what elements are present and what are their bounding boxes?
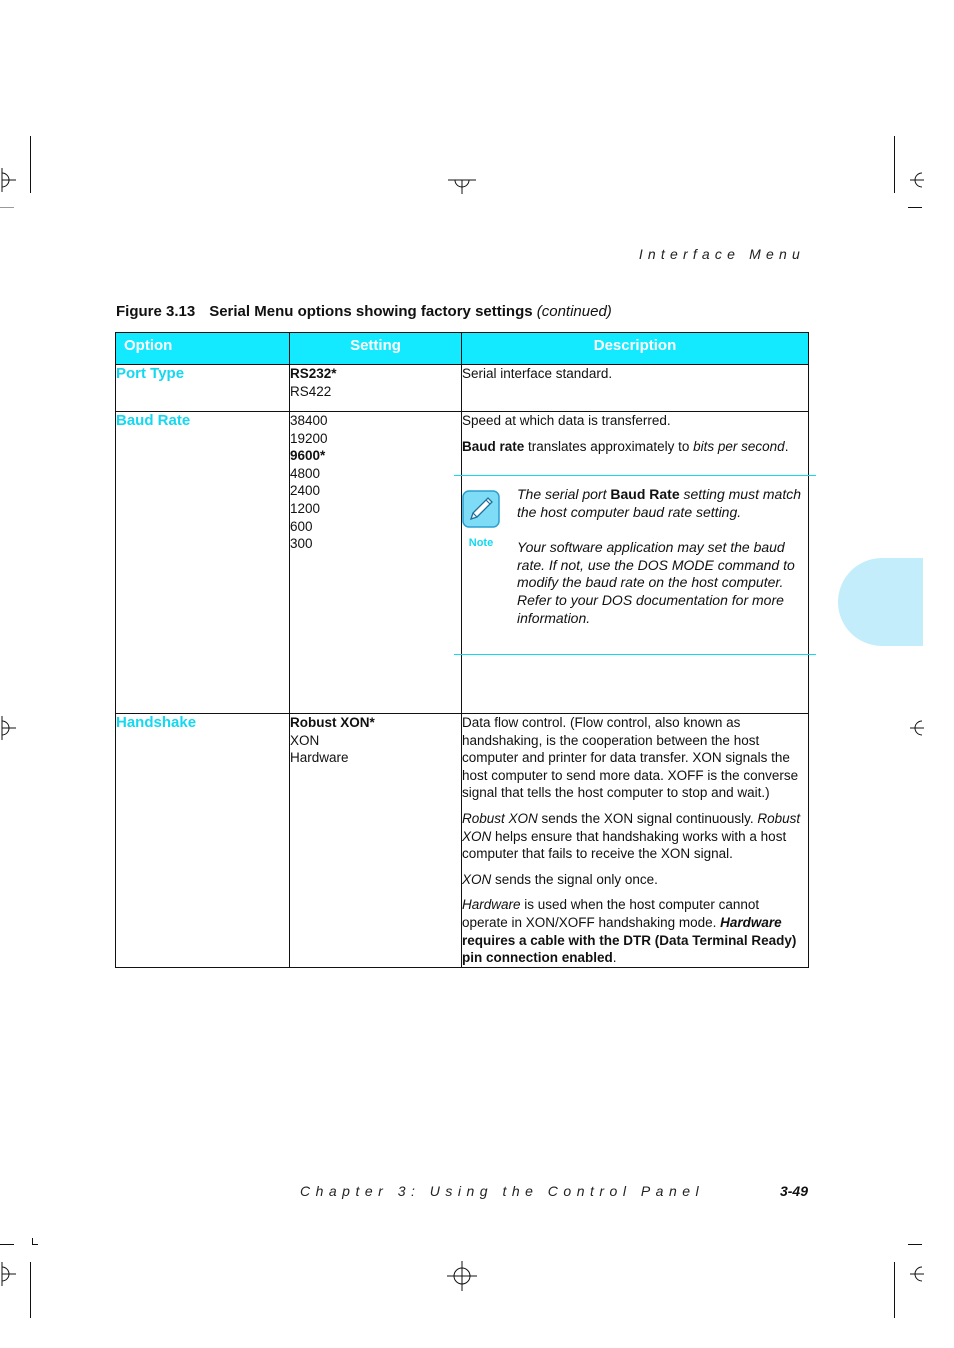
header-option: Option bbox=[116, 333, 290, 365]
setting-value: 19200 bbox=[290, 430, 328, 446]
header-description: Description bbox=[462, 333, 809, 365]
running-footer: Chapter 3: Using the Control Panel bbox=[300, 1183, 705, 1199]
settings-port-type bbox=[290, 365, 462, 412]
description-text: Data flow control. (Flow control, also known as handshaking, is the cooperation between the host computer and printer for data transfer. XON signals the host computer to send more data. XOFF is the converse signal that tells the host computer to stop and wait.) bbox=[462, 715, 799, 801]
registration-mark bbox=[0, 168, 20, 192]
crop-mark bbox=[908, 207, 922, 208]
page-number: 3-49 bbox=[779, 1183, 808, 1199]
description-text: Speed at which data is transferred. bbox=[462, 413, 671, 428]
description-text: Hardware is used when the host computer cannot operate in XON/XOFF handshaking mode. Hardware requires a cable with the DTR (Data Terminal Ready) pin connection enabled. bbox=[462, 897, 797, 966]
setting-value: 2400 bbox=[290, 483, 321, 499]
setting-value: RS232* bbox=[290, 366, 337, 381]
setting-value: Robust XON* bbox=[290, 715, 375, 730]
registration-mark bbox=[906, 716, 926, 740]
pencil-icon bbox=[462, 490, 500, 528]
option-baud-rate: Baud Rate bbox=[116, 412, 290, 714]
figure-caption bbox=[116, 303, 612, 320]
description-text: Robust XON sends the XON signal continuously. Robust XON helps ensure that handshaking works with a host computer that fails to receive the XON signal. bbox=[462, 810, 801, 862]
setting-value: 38400 bbox=[290, 413, 328, 428]
registration-mark bbox=[447, 1261, 477, 1291]
note-callout bbox=[454, 475, 816, 655]
table-row-baud-rate bbox=[116, 412, 809, 714]
registration-mark bbox=[906, 168, 926, 192]
description-text: Serial interface standard. bbox=[462, 366, 613, 381]
crop-mark bbox=[894, 1262, 895, 1318]
note-badge bbox=[462, 490, 500, 552]
setting-value: 4800 bbox=[290, 465, 321, 481]
crop-mark bbox=[0, 1244, 14, 1245]
setting-value: Hardware bbox=[290, 750, 349, 766]
setting-value: 1200 bbox=[290, 500, 321, 516]
crop-mark bbox=[30, 1262, 31, 1318]
table-header-row bbox=[116, 333, 809, 365]
description-baud-rate bbox=[462, 412, 809, 714]
setting-value: RS422 bbox=[290, 383, 332, 399]
note-paragraph: The serial port Baud Rate setting must match the host computer baud rate setting. bbox=[517, 486, 801, 520]
table-row-port-type bbox=[116, 365, 809, 412]
table-row-handshake bbox=[116, 714, 809, 968]
crop-mark bbox=[32, 1244, 38, 1245]
figure-title: Serial Menu options showing factory settings bbox=[209, 303, 533, 320]
figure-continued: (continued) bbox=[536, 303, 612, 320]
crop-mark bbox=[908, 1244, 922, 1245]
registration-mark bbox=[906, 1262, 926, 1286]
setting-value: 300 bbox=[290, 536, 313, 552]
crop-mark bbox=[894, 136, 895, 193]
setting-value: 600 bbox=[290, 518, 313, 534]
crop-mark bbox=[30, 136, 31, 193]
description-port-type bbox=[462, 365, 809, 412]
crop-mark bbox=[0, 207, 14, 208]
header-setting: Setting bbox=[290, 333, 462, 365]
registration-mark bbox=[448, 176, 476, 194]
description-text: XON sends the signal only once. bbox=[462, 871, 658, 887]
description-handshake bbox=[462, 714, 809, 968]
settings-handshake bbox=[290, 714, 462, 968]
note-text bbox=[517, 486, 808, 628]
note-paragraph: Your software application may set the baud rate. If not, use the DOS MODE command to modify the baud rate on the host computer. Refer to your DOS documentation for more information. bbox=[517, 538, 795, 626]
chapter-tab-marker bbox=[838, 558, 923, 646]
option-handshake: Handshake bbox=[116, 714, 290, 968]
registration-mark bbox=[0, 1262, 20, 1286]
figure-number: Figure 3.13 bbox=[116, 303, 196, 320]
settings-baud-rate bbox=[290, 412, 462, 714]
serial-menu-table bbox=[115, 332, 809, 968]
description-text: Baud rate translates approximately to bits per second. bbox=[462, 438, 789, 454]
setting-value: XON bbox=[290, 732, 320, 748]
running-header: Interface Menu bbox=[638, 246, 805, 262]
registration-mark bbox=[0, 716, 20, 740]
setting-value: 9600* bbox=[290, 448, 326, 464]
option-port-type: Port Type bbox=[116, 365, 290, 412]
note-label: Note bbox=[468, 536, 494, 549]
